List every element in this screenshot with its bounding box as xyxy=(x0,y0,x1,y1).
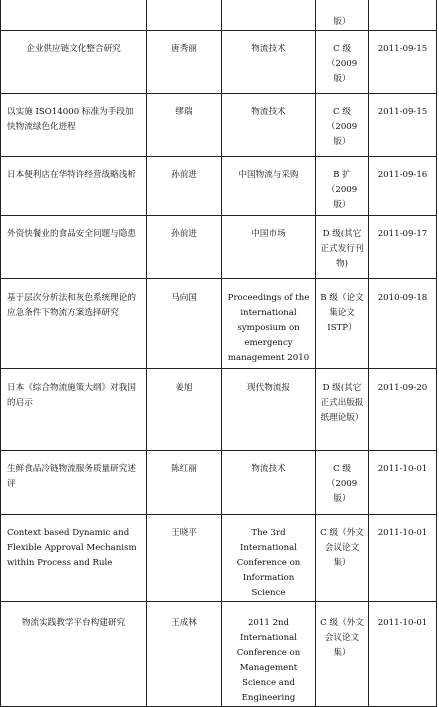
cell-journal: 2011 2nd International Conference on Management Science and Engineering xyxy=(222,602,316,707)
cell-journal xyxy=(222,0,316,31)
table-row xyxy=(1,451,437,515)
cell-author: 王成林 xyxy=(147,602,222,707)
cell-author: 缪瑞 xyxy=(147,94,222,157)
cell-date xyxy=(369,0,437,31)
cell-level: C 级（2009 版） xyxy=(316,451,369,515)
cell-level: B 扩（2009 版） xyxy=(316,157,369,216)
cell-date: 2011-09-15 xyxy=(369,31,437,94)
table-row xyxy=(1,216,437,279)
cell-date: 2011-09-17 xyxy=(369,216,437,279)
table-row xyxy=(1,157,437,216)
table-row xyxy=(1,369,437,451)
cell-journal: 物流技术 xyxy=(222,31,316,94)
cell-author: 王晓平 xyxy=(147,515,222,602)
cell-date: 2011-10-01 xyxy=(369,451,437,515)
cell-journal: The 3rd International Conference on Information Science xyxy=(222,515,316,602)
cell-author: 姜旭 xyxy=(147,369,222,451)
cell-title: 日本便利店在华特许经营战略浅析 xyxy=(1,157,147,216)
cell-level: B 级（论文集论文 ISTP） xyxy=(316,279,369,369)
cell-journal: 中国物流与采购 xyxy=(222,157,316,216)
cell-title: 企业供应链文化整合研究 xyxy=(1,31,147,94)
cell-journal: 现代物流报 xyxy=(222,369,316,451)
cell-journal: Proceedings of the international symposium on emergency management 2010 xyxy=(222,279,316,369)
cell-level: C 级（外文会议论文集） xyxy=(316,515,369,602)
cell-title: 物流实践教学平台构建研究 xyxy=(1,602,147,707)
cell-title: 日本《综合物流施策大纲》对我国的启示 xyxy=(1,369,147,451)
cell-level: C 级（外文会议论文集） xyxy=(316,602,369,707)
cell-author xyxy=(147,0,222,31)
cell-author: 孙前进 xyxy=(147,157,222,216)
table-row xyxy=(1,602,437,707)
cell-title: 以实施 ISO14000 标准为手段加快物流绿色化进程 xyxy=(1,94,147,157)
table-row xyxy=(1,94,437,157)
cell-date: 2011-09-16 xyxy=(369,157,437,216)
table-row xyxy=(1,31,437,94)
cell-author: 马向国 xyxy=(147,279,222,369)
table-row xyxy=(1,515,437,602)
cell-date: 2011-09-15 xyxy=(369,94,437,157)
cell-date: 2011-09-20 xyxy=(369,369,437,451)
cell-level: D 级(其它正式出版报纸理论版） xyxy=(316,369,369,451)
cell-title xyxy=(1,0,147,31)
table-row xyxy=(1,279,437,369)
cell-level: C 级（2009 版） xyxy=(316,94,369,157)
cell-author: 陈红丽 xyxy=(147,451,222,515)
cell-date: 2011-10-01 xyxy=(369,602,437,707)
cell-journal: 中国市场 xyxy=(222,216,316,279)
cell-level: 版） xyxy=(316,0,369,31)
cell-author: 孙前进 xyxy=(147,216,222,279)
cell-title: 外资快餐业的食品安全问题与隐患 xyxy=(1,216,147,279)
cell-level: D 级(其它正式发行刊物) xyxy=(316,216,369,279)
cell-date: 2011-10-01 xyxy=(369,515,437,602)
cell-title: 生鲜食品冷链物流服务质量研究述评 xyxy=(1,451,147,515)
cell-title: 基于层次分析法和灰色系统理论的应急条件下物流方案选择研究 xyxy=(1,279,147,369)
cell-date: 2010-09-18 xyxy=(369,279,437,369)
cell-journal: 物流技术 xyxy=(222,451,316,515)
cell-author: 唐秀丽 xyxy=(147,31,222,94)
cell-level: C 级（2009 版） xyxy=(316,31,369,94)
table-row-fragment xyxy=(1,0,437,31)
cell-journal: 物流技术 xyxy=(222,94,316,157)
cell-title: Context based Dynamic and Flexible Approval Mechanism within Process and Rule xyxy=(1,515,147,602)
